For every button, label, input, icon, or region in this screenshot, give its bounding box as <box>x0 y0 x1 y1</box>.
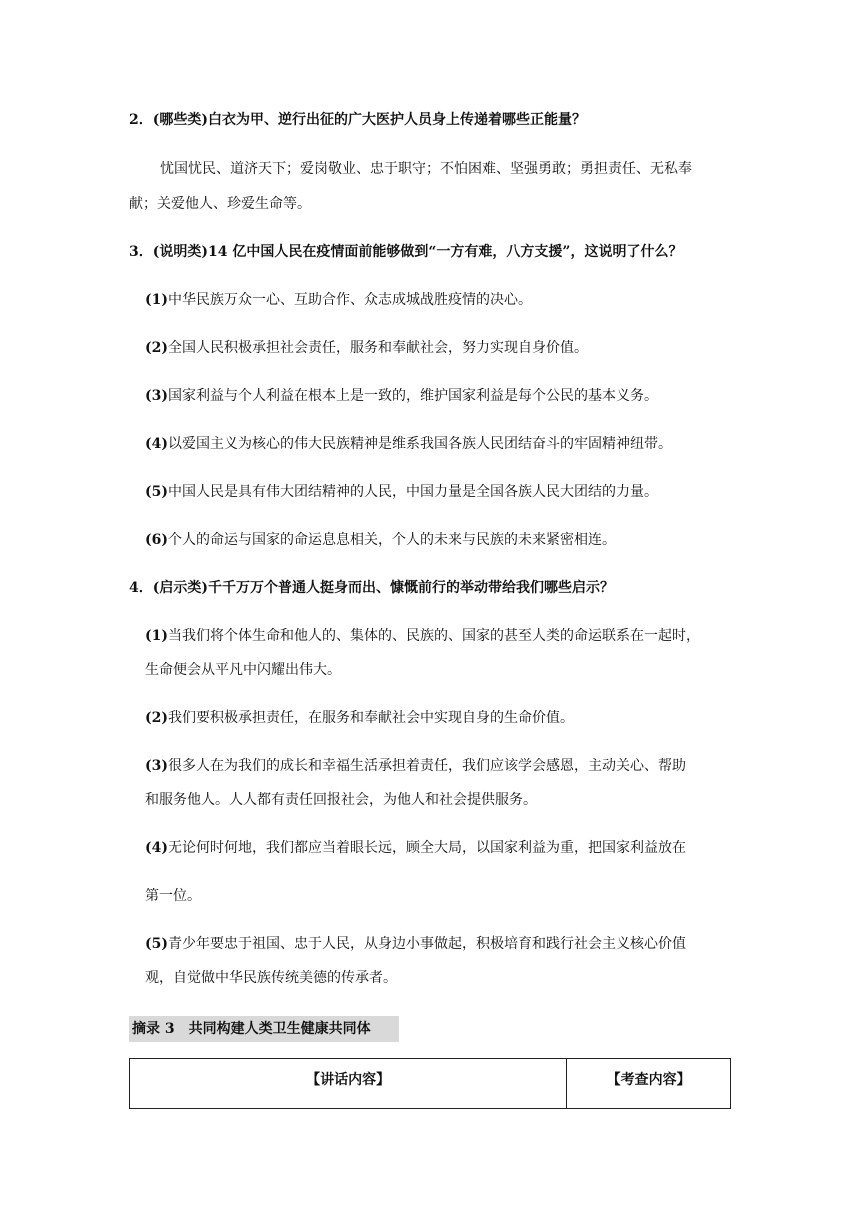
answer-item-continuation: 和服务他人。人人都有责任回报社会，为他人和社会提供服务。 <box>145 792 537 808</box>
item-text: 当我们将个体生命和他人的、集体的、民族的、国家的甚至人类的命运联系在一起时， <box>168 628 700 644</box>
question-text: (说明类)14 亿中国人民在疫情面前能够做到“一方有难，八方支援”，这说明了什么？ <box>152 244 683 260</box>
item-number: (2) <box>145 710 168 726</box>
item-number: (2) <box>145 340 168 356</box>
question-4 <box>129 578 614 598</box>
answer-item <box>145 530 616 550</box>
item-text: 无论何时何地，我们都应当着眼长远，顾全大局，以国家利益为重，把国家利益放在 <box>168 840 686 856</box>
answer-item <box>145 934 686 954</box>
item-text: 很多人在为我们的成长和幸福生活承担着责任，我们应该学会感恩，主动关心、帮助 <box>168 758 686 774</box>
item-text: 青少年要忠于祖国、忠于人民，从身边小事做起，积极培育和践行社会主义核心价值 <box>168 936 686 952</box>
item-number: (3) <box>145 758 168 774</box>
answer-item-continuation: 观，自觉做中华民族传统美德的传承者。 <box>145 970 397 986</box>
item-text: 我们要积极承担责任，在服务和奉献社会中实现自身的生命价值。 <box>168 710 574 726</box>
item-text: 全国人民积极承担社会责任，服务和奉献社会，努力实现自身价值。 <box>168 340 588 356</box>
answer-item <box>145 482 658 502</box>
item-number: (3) <box>145 388 168 404</box>
item-number: (4) <box>145 436 168 452</box>
item-number: (1) <box>145 628 168 644</box>
item-text: 中国人民是具有伟大团结精神的人民，中国力量是全国各族人民大团结的力量。 <box>168 484 658 500</box>
question-3 <box>129 242 682 262</box>
section-label: 摘录 3 <box>132 1021 175 1037</box>
section-heading <box>132 1018 371 1040</box>
question-number: 3． <box>129 244 153 260</box>
answer-item <box>145 290 532 310</box>
question-number: 2． <box>129 112 153 128</box>
item-number: (6) <box>145 532 168 548</box>
question-text: (启示类)千千万万个普通人挺身而出、慷慨前行的举动带给我们哪些启示？ <box>152 580 614 596</box>
section-title: 共同构建人类卫生健康共同体 <box>188 1021 371 1037</box>
item-number: (5) <box>145 484 168 500</box>
question-number: 4． <box>129 580 153 596</box>
table-header-exam: 【考查内容】 <box>567 1059 731 1109</box>
answer-item <box>145 708 574 728</box>
item-number: (4) <box>145 840 168 856</box>
item-number: (5) <box>145 936 168 952</box>
answer-item-continuation: 第一位。 <box>145 888 201 904</box>
answer-line: 献；关爱他人、珍爱生命等。 <box>129 196 311 212</box>
answer-line: 忧国忧民、道济天下；爱岗敬业、忠于职守；不怕困难、坚强勇敢；勇担责任、无私奉 <box>160 161 692 177</box>
content-table <box>129 1058 731 1109</box>
item-text: 个人的命运与国家的命运息息相关，个人的未来与民族的未来紧密相连。 <box>168 532 616 548</box>
answer-item <box>145 756 686 776</box>
question-text: (哪些类)白衣为甲、逆行出征的广大医护人员身上传递着哪些正能量？ <box>152 112 586 128</box>
answer-item <box>145 626 700 646</box>
question-2 <box>129 110 586 130</box>
answer-item <box>145 386 658 406</box>
answer-item-continuation: 生命便会从平凡中闪耀出伟大。 <box>145 662 341 678</box>
table-header-speech: 【讲话内容】 <box>130 1059 567 1109</box>
answer-item <box>145 434 672 454</box>
item-text: 中华民族万众一心、互助合作、众志成城战胜疫情的决心。 <box>168 292 532 308</box>
table-header-row <box>130 1059 731 1109</box>
answer-item <box>145 838 686 858</box>
item-number: (1) <box>145 292 168 308</box>
item-text: 以爱国主义为核心的伟大民族精神是维系我国各族人民团结奋斗的牢固精神纽带。 <box>168 436 672 452</box>
answer-item <box>145 338 588 358</box>
item-text: 国家利益与个人利益在根本上是一致的，维护国家利益是每个公民的基本义务。 <box>168 388 658 404</box>
